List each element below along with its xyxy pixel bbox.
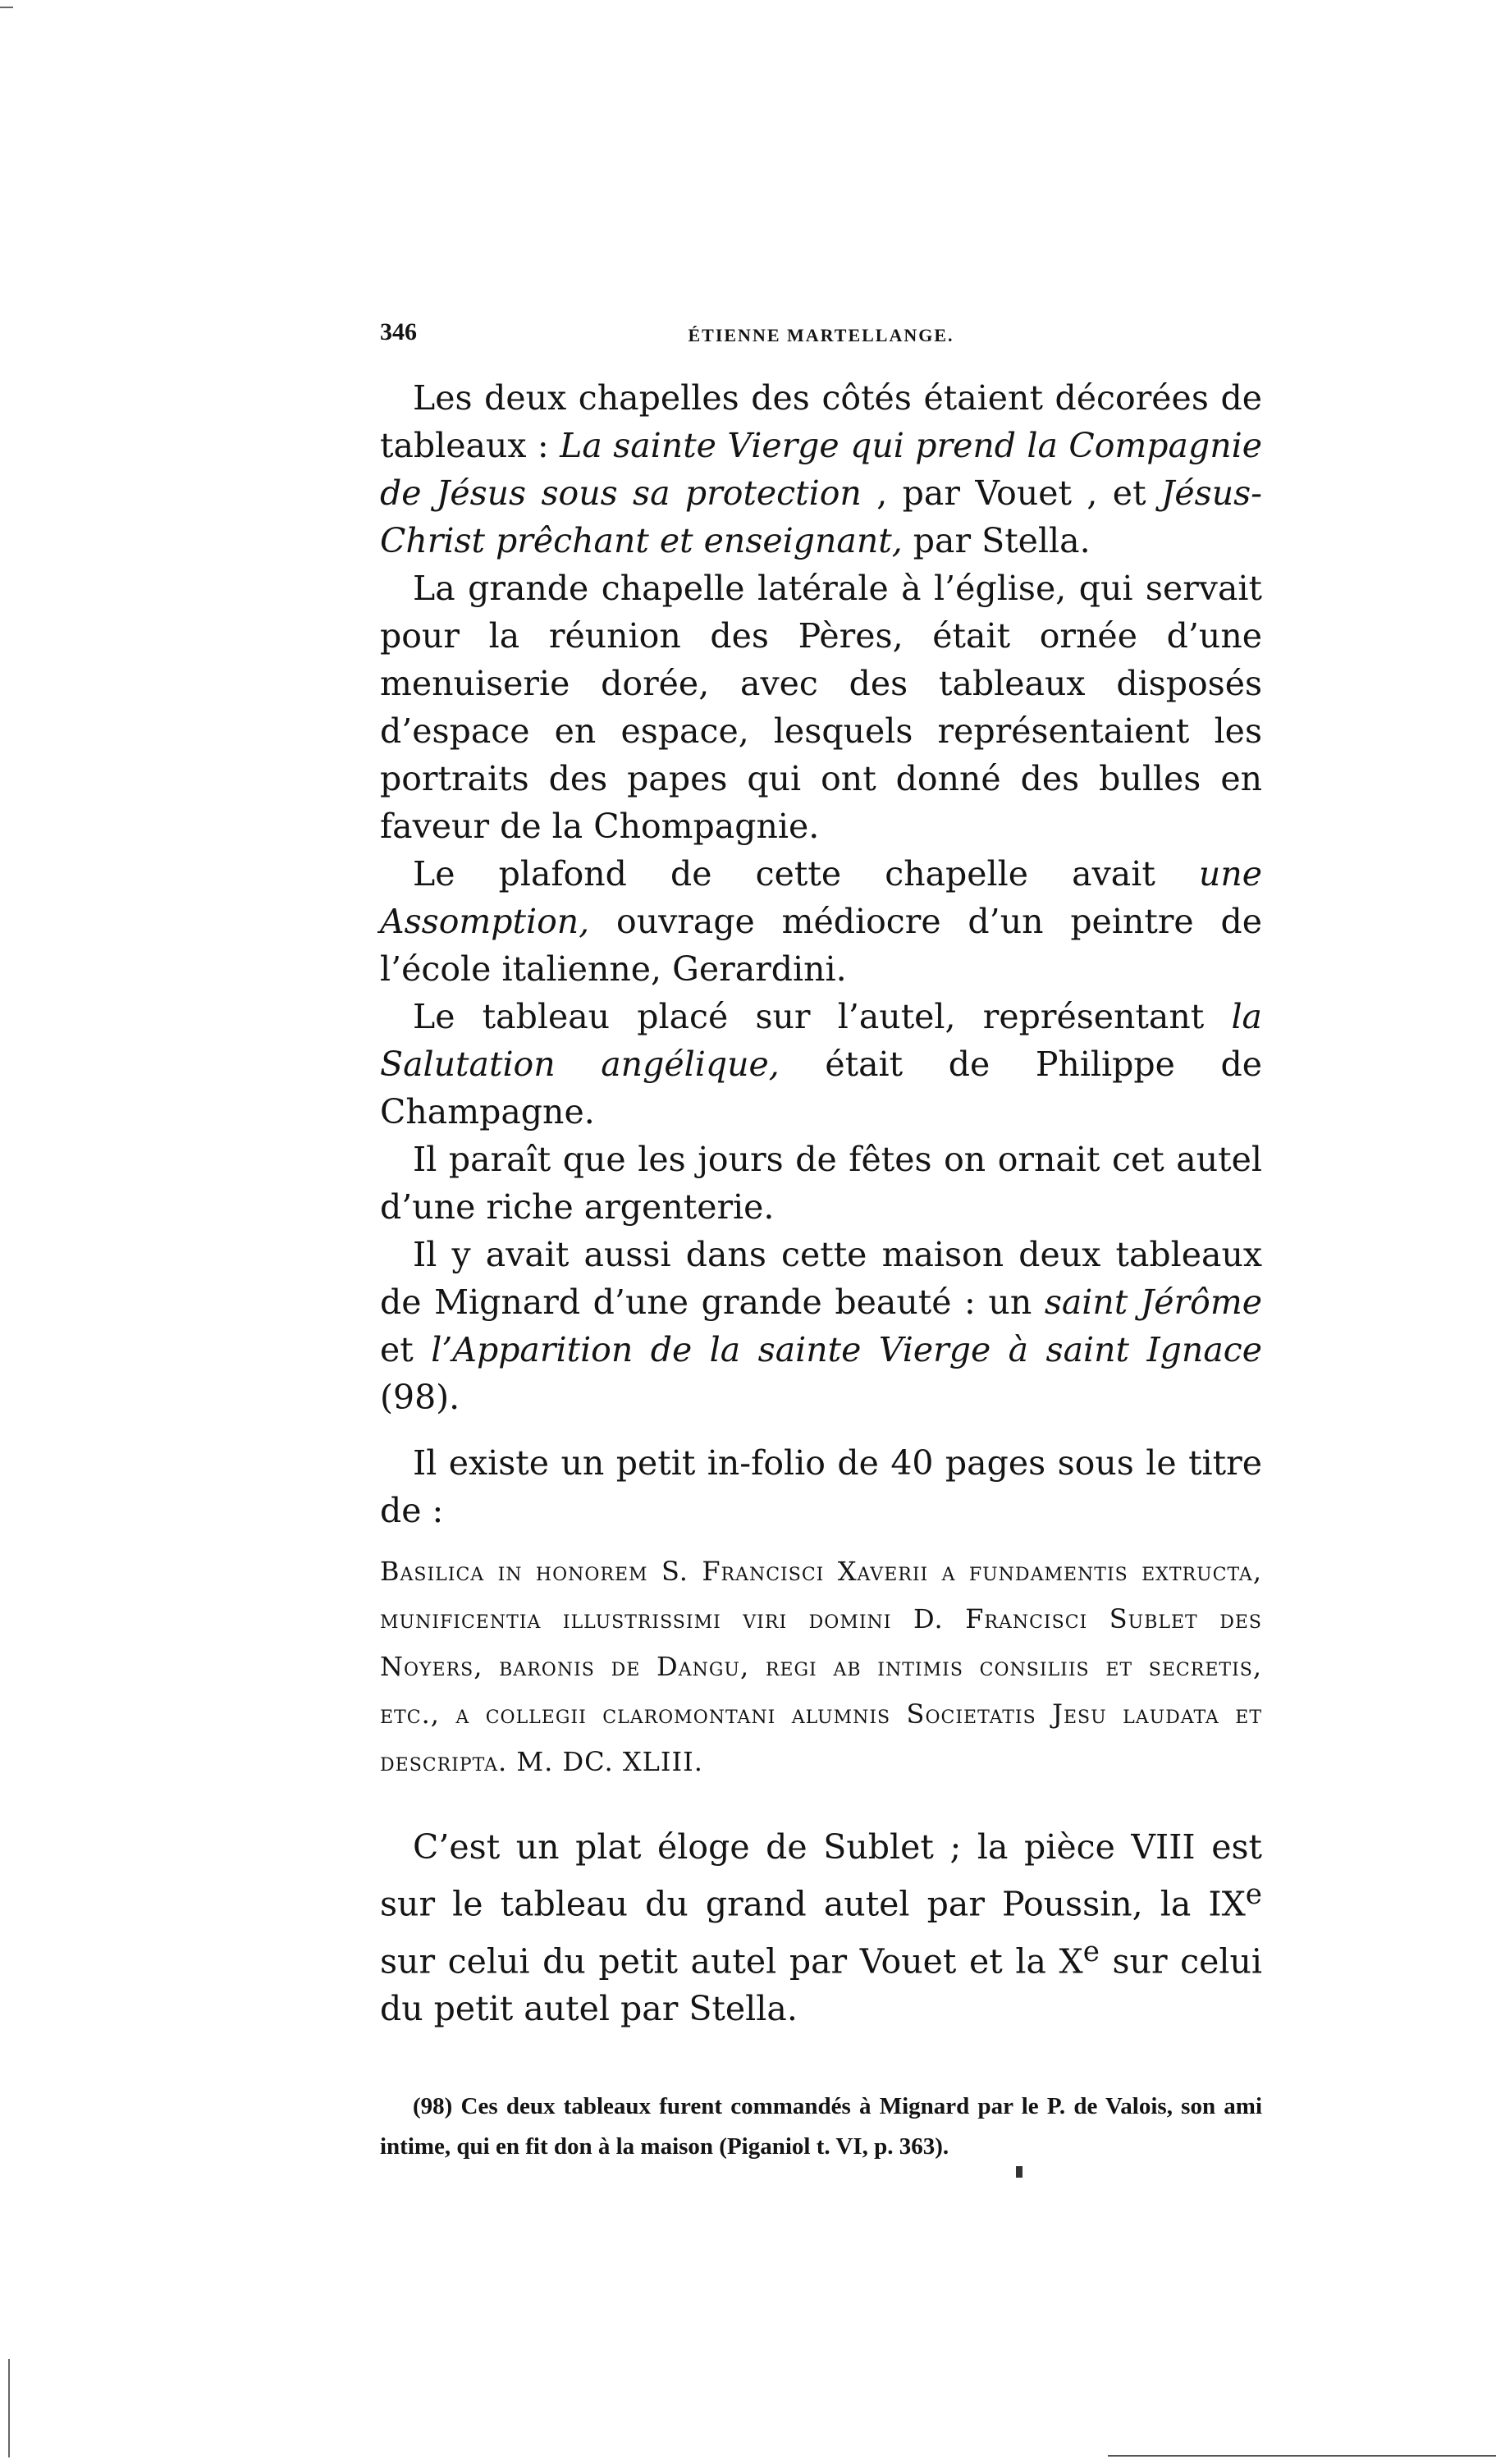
italic-title: Jésus-Christ prêchant et enseignant, [380, 473, 1262, 560]
italic-title: saint Jérôme [1044, 1282, 1262, 1322]
italic-title: l’Apparition de la sainte Vierge à saint Ignace [431, 1330, 1262, 1369]
text-run: et [380, 1330, 432, 1369]
paragraph-mignard [380, 1231, 1262, 1421]
italic-title: la Salutation angélique, [380, 997, 1262, 1084]
paragraph-plafond [380, 850, 1262, 993]
text-run: Les deux chapelles des côtés étaient décorées de tableaux : [380, 378, 1262, 465]
paragraph-grande-chapelle: La grande chapelle latérale à l’église, qui servait pour la réunion des Pères, était ornée d’une menuiserie dorée, avec des tableaux disposés d’espace en espace, lesquels représentaient les portraits des papes qui ont donné des bulles en faveur de la Chompagnie. [380, 569, 1262, 846]
page-header [380, 318, 1262, 368]
scan-edge-line [1108, 2455, 1496, 2457]
superscript: e [1245, 1878, 1262, 1911]
text-run: Il y avait aussi dans cette maison deux tableaux de Mignard d’une grande beauté : un [380, 1235, 1262, 1322]
text-run: , par Vouet , et [861, 473, 1161, 513]
text-run: sur celui du petit autel par Stella. [380, 1941, 1263, 2029]
paragraph-tableau-autel [380, 993, 1262, 1136]
italic-title: une Assomption, [380, 854, 1262, 941]
paragraph-chapelles [380, 374, 1262, 565]
text-run: sur celui du petit autel par Vouet et la X [380, 1941, 1083, 1982]
paragraph-eloge [380, 1823, 1262, 2032]
text-run: Le plafond de cette chapelle avait [413, 854, 1199, 894]
paragraph-in-folio: Il existe un petit in-folio de 40 pages sous le titre de : [380, 1443, 1262, 1530]
footnote-reference: (98). [380, 1378, 460, 1417]
scan-speck [1016, 2166, 1022, 2178]
body-text [380, 374, 1262, 2191]
text-run: Le tableau placé sur l’autel, représentant [413, 997, 1232, 1036]
scan-speck [0, 7, 13, 8]
text-run: C’est un plat éloge de Sublet ; la pièce VIII est sur le tableau du grand autel par Poussin, la IX [380, 1827, 1262, 1924]
text-run: ouvrage médiocre d’un peintre de l’école italienne, Gerardini. [380, 902, 1262, 989]
text-run: était de Philippe de Champagne. [380, 1045, 1263, 1131]
footnote-98: (98) Ces deux tableaux furent commandés à Mignard par le P. de Valois, son ami intime, qui en fit don à la maison (Piganiol t. VI, p. 363). [380, 2093, 1262, 2160]
text-run: par Stella. [902, 521, 1091, 560]
page-number: 346 [380, 318, 417, 345]
paragraph-argenterie: Il paraît que les jours de fêtes on ornait cet autel d’une riche argenterie. [380, 1140, 1262, 1227]
scan-edge-left [8, 2359, 10, 2457]
latin-book-title: Basilica in honorem S. Francisci Xaverii a fundamentis extructa, munificentia illustrissimi viri domini D. Francisci Sublet des Noyers, baronis de Dangu, regi ab intimis consiliis et secretis, etc., a collegii claromontani alumnis Societatis Jesu laudata et descripta. M. DC. XLIII. [380, 1556, 1262, 1777]
running-head: ÉTIENNE MARTELLANGE. [688, 325, 954, 345]
italic-title: La sainte Vierge qui prend la Compagnie de Jésus sous sa protection [380, 426, 1262, 513]
superscript: e [1082, 1935, 1100, 1968]
